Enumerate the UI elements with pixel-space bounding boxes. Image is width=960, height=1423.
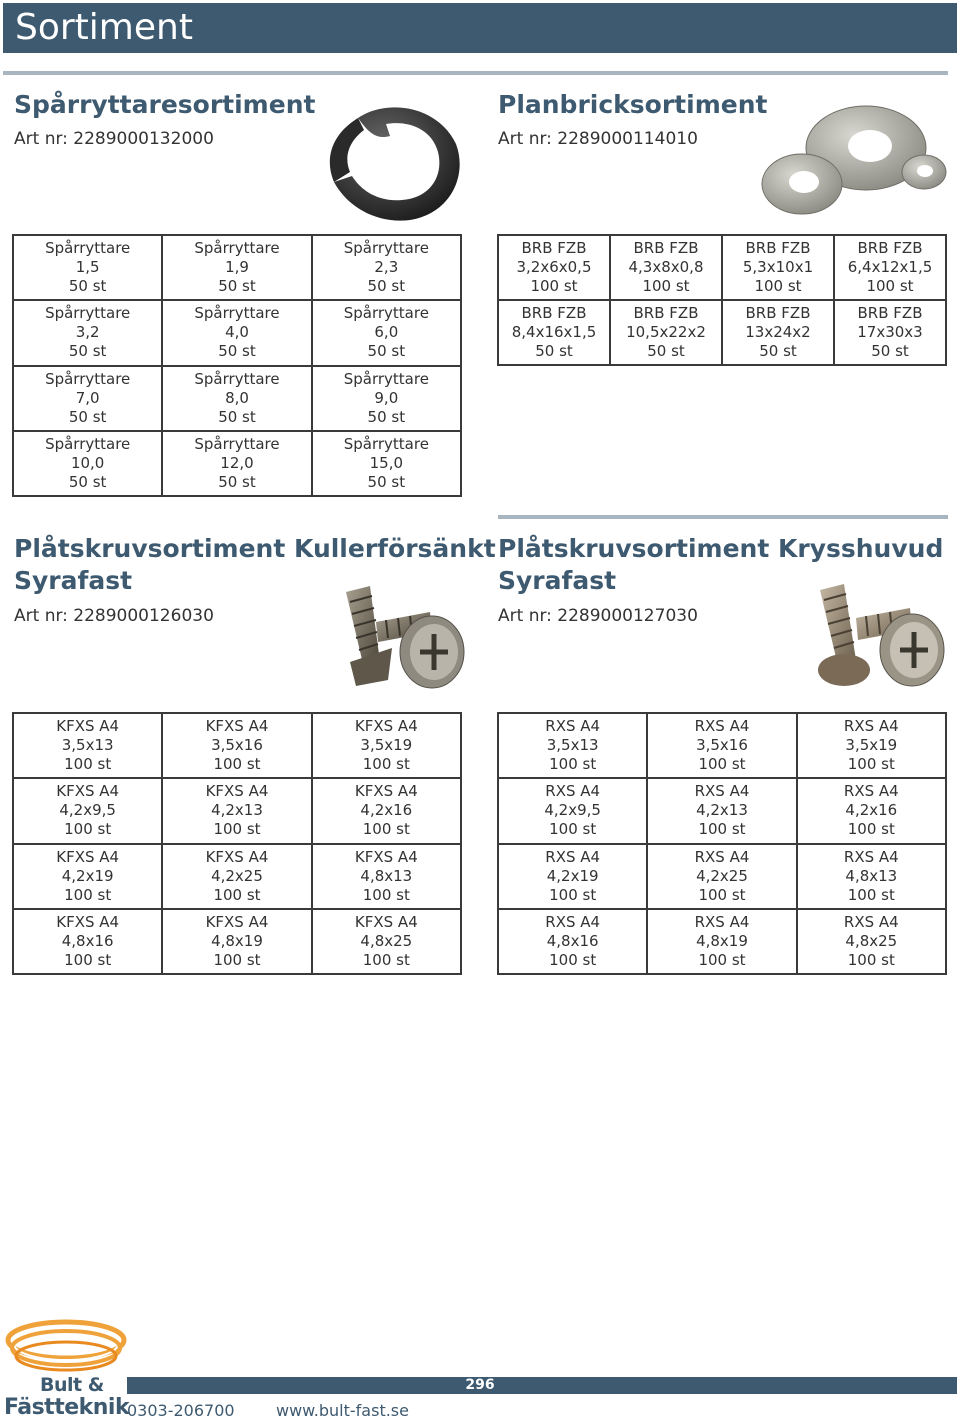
mid-rule bbox=[498, 515, 948, 519]
footer-bar bbox=[127, 1377, 957, 1394]
cell-dimension: 4,2x25 bbox=[696, 866, 748, 885]
cell-quantity: 100 st bbox=[698, 885, 746, 904]
table-cell bbox=[13, 235, 162, 300]
cell-product-name: KFXS A4 bbox=[56, 912, 120, 931]
table-cell bbox=[834, 235, 946, 300]
cell-dimension: 9,0 bbox=[374, 388, 399, 407]
table-row bbox=[13, 844, 461, 909]
cell-quantity: 50 st bbox=[367, 407, 406, 426]
cell-product-name: BRB FZB bbox=[745, 304, 811, 322]
cell-product-name: RXS A4 bbox=[843, 717, 899, 736]
cell-quantity: 100 st bbox=[642, 277, 690, 295]
table-cell bbox=[797, 778, 946, 843]
cell-dimension: 4,8x19 bbox=[696, 931, 748, 950]
cell-dimension: 4,8x25 bbox=[360, 931, 413, 950]
krysshuvud-title-line2: Syrafast bbox=[498, 566, 617, 595]
cell-dimension: 3,5x16 bbox=[211, 736, 263, 755]
cell-product-name: Spårryttare bbox=[194, 434, 280, 453]
table-cell bbox=[312, 431, 461, 496]
sparryttare-title: Spårryttaresortiment bbox=[14, 90, 316, 119]
planbrick-title: Planbricksortiment bbox=[498, 90, 768, 119]
cell-quantity: 50 st bbox=[68, 342, 107, 361]
table-cell bbox=[312, 909, 461, 974]
table-cell bbox=[13, 366, 162, 431]
cell-product-name: Spårryttare bbox=[45, 239, 131, 258]
footer-phone: 0303-206700 bbox=[127, 1401, 235, 1420]
cell-quantity: 50 st bbox=[647, 342, 685, 360]
cell-dimension: 4,2x16 bbox=[845, 801, 898, 820]
page-title: Sortiment bbox=[15, 7, 193, 48]
cell-quantity: 100 st bbox=[698, 820, 746, 839]
cell-dimension: 4,8x25 bbox=[845, 931, 898, 950]
cell-product-name: Spårryttare bbox=[194, 239, 280, 258]
cell-quantity: 100 st bbox=[64, 950, 112, 969]
cell-quantity: 100 st bbox=[549, 820, 597, 839]
cell-dimension: 4,2x13 bbox=[696, 801, 748, 820]
cell-dimension: 4,8x13 bbox=[360, 866, 413, 885]
cell-dimension: 13x24x2 bbox=[745, 323, 811, 341]
cell-product-name: KFXS A4 bbox=[205, 717, 269, 736]
cell-dimension: 4,2x19 bbox=[546, 866, 599, 885]
cell-dimension: 4,2x16 bbox=[360, 801, 413, 820]
krysshuvud-table bbox=[497, 712, 947, 975]
table-cell bbox=[162, 366, 311, 431]
cell-product-name: KFXS A4 bbox=[56, 847, 120, 866]
cell-quantity: 100 st bbox=[64, 820, 112, 839]
cell-dimension: 4,3x8x0,8 bbox=[628, 258, 704, 276]
cell-dimension: 5,3x10x1 bbox=[742, 258, 814, 276]
cell-dimension: 3,5x19 bbox=[360, 736, 413, 755]
table-cell bbox=[13, 300, 162, 365]
countersunk-screws-image bbox=[310, 572, 468, 692]
cell-dimension: 3,5x13 bbox=[61, 736, 114, 755]
cell-product-name: Spårryttare bbox=[343, 369, 429, 388]
table-cell bbox=[13, 778, 162, 843]
cell-quantity: 50 st bbox=[367, 472, 406, 491]
cell-product-name: KFXS A4 bbox=[205, 782, 269, 801]
cell-product-name: BRB FZB bbox=[745, 239, 811, 257]
cell-quantity: 50 st bbox=[871, 342, 909, 360]
logo-text-line1: Bult & bbox=[40, 1374, 104, 1396]
cell-quantity: 50 st bbox=[535, 342, 573, 360]
planbrick-table bbox=[497, 234, 947, 366]
cell-dimension: 7,0 bbox=[75, 388, 100, 407]
sparryttare-art-nr: Art nr: 2289000132000 bbox=[14, 129, 214, 149]
cell-quantity: 100 st bbox=[213, 755, 261, 774]
table-cell bbox=[312, 300, 461, 365]
cell-quantity: 100 st bbox=[847, 755, 895, 774]
cell-quantity: 100 st bbox=[698, 755, 746, 774]
table-row bbox=[13, 235, 461, 300]
cell-product-name: RXS A4 bbox=[694, 912, 750, 931]
cell-quantity: 100 st bbox=[64, 755, 112, 774]
cell-product-name: RXS A4 bbox=[843, 847, 899, 866]
table-cell bbox=[312, 235, 461, 300]
cell-product-name: Spårryttare bbox=[343, 304, 429, 323]
cell-quantity: 100 st bbox=[549, 950, 597, 969]
cell-dimension: 8,4x16x1,5 bbox=[511, 323, 597, 341]
table-cell bbox=[162, 713, 311, 778]
page-number: 296 bbox=[465, 1377, 495, 1393]
cell-product-name: Spårryttare bbox=[343, 239, 429, 258]
cell-quantity: 100 st bbox=[213, 885, 261, 904]
cell-quantity: 50 st bbox=[68, 407, 107, 426]
table-cell bbox=[312, 713, 461, 778]
table-cell bbox=[13, 713, 162, 778]
table-row bbox=[13, 300, 461, 365]
table-cell bbox=[834, 300, 946, 365]
cell-product-name: RXS A4 bbox=[545, 782, 601, 801]
cell-quantity: 100 st bbox=[549, 885, 597, 904]
krysshuvud-art-nr: Art nr: 2289000127030 bbox=[498, 606, 698, 626]
cell-dimension: 1,9 bbox=[225, 258, 249, 277]
cell-quantity: 100 st bbox=[362, 755, 410, 774]
cell-dimension: 3,5x19 bbox=[845, 736, 898, 755]
cell-quantity: 100 st bbox=[754, 277, 802, 295]
cell-dimension: 4,8x16 bbox=[61, 931, 114, 950]
cell-product-name: Spårryttare bbox=[45, 369, 131, 388]
company-logo-rings-icon bbox=[4, 1316, 128, 1378]
cell-quantity: 100 st bbox=[847, 885, 895, 904]
cell-product-name: BRB FZB bbox=[521, 304, 587, 322]
cell-product-name: KFXS A4 bbox=[354, 912, 418, 931]
cell-dimension: 3,2 bbox=[75, 323, 100, 342]
cell-dimension: 4,2x9,5 bbox=[59, 801, 116, 820]
table-cell bbox=[312, 366, 461, 431]
top-rule bbox=[3, 71, 948, 75]
cell-quantity: 100 st bbox=[847, 820, 895, 839]
table-cell bbox=[162, 235, 311, 300]
cell-product-name: BRB FZB bbox=[521, 239, 587, 257]
cell-quantity: 50 st bbox=[218, 277, 256, 296]
cell-product-name: KFXS A4 bbox=[354, 782, 418, 801]
table-row bbox=[498, 235, 946, 300]
cell-dimension: 15,0 bbox=[369, 453, 404, 472]
table-cell bbox=[498, 300, 610, 365]
cell-dimension: 4,2x9,5 bbox=[544, 801, 601, 820]
table-cell bbox=[162, 300, 311, 365]
cell-product-name: RXS A4 bbox=[843, 782, 899, 801]
table-cell bbox=[647, 778, 796, 843]
cell-product-name: BRB FZB bbox=[633, 239, 699, 257]
table-cell bbox=[797, 909, 946, 974]
table-cell bbox=[797, 713, 946, 778]
cell-product-name: BRB FZB bbox=[857, 304, 923, 322]
table-cell bbox=[498, 713, 647, 778]
table-cell bbox=[162, 778, 311, 843]
krysshuvud-title-line1: Plåtskruvsortiment Krysshuvud bbox=[498, 534, 944, 563]
cell-product-name: RXS A4 bbox=[545, 717, 601, 736]
table-row bbox=[13, 431, 461, 496]
cell-dimension: 17x30x3 bbox=[857, 323, 923, 341]
cell-quantity: 100 st bbox=[847, 950, 895, 969]
cell-dimension: 1,5 bbox=[75, 258, 100, 277]
table-row bbox=[13, 778, 461, 843]
cell-product-name: KFXS A4 bbox=[205, 912, 269, 931]
cell-dimension: 3,5x16 bbox=[696, 736, 748, 755]
cell-quantity: 100 st bbox=[213, 950, 261, 969]
table-cell bbox=[312, 844, 461, 909]
cell-product-name: RXS A4 bbox=[694, 782, 750, 801]
table-cell bbox=[13, 844, 162, 909]
cell-quantity: 50 st bbox=[218, 342, 256, 361]
cell-product-name: KFXS A4 bbox=[56, 717, 120, 736]
footer-website-link[interactable]: www.bult-fast.se bbox=[276, 1401, 409, 1420]
cell-quantity: 100 st bbox=[213, 820, 261, 839]
cell-product-name: Spårryttare bbox=[343, 434, 429, 453]
cell-product-name: KFXS A4 bbox=[354, 717, 418, 736]
cell-dimension: 6,0 bbox=[374, 323, 399, 342]
cell-quantity: 100 st bbox=[362, 950, 410, 969]
cell-product-name: BRB FZB bbox=[857, 239, 923, 257]
cell-quantity: 50 st bbox=[367, 342, 406, 361]
cell-dimension: 4,2x13 bbox=[211, 801, 263, 820]
cell-dimension: 10,5x22x2 bbox=[626, 323, 706, 341]
table-row bbox=[498, 713, 946, 778]
table-row bbox=[498, 300, 946, 365]
header-bar bbox=[3, 3, 957, 53]
table-cell bbox=[498, 235, 610, 300]
table-cell bbox=[610, 300, 722, 365]
cell-product-name: RXS A4 bbox=[545, 912, 601, 931]
table-row bbox=[13, 366, 461, 431]
planbrick-art-nr: Art nr: 2289000114010 bbox=[498, 129, 698, 149]
table-cell bbox=[162, 844, 311, 909]
cell-quantity: 50 st bbox=[218, 407, 256, 426]
cell-quantity: 50 st bbox=[367, 277, 406, 296]
cell-product-name: Spårryttare bbox=[194, 304, 280, 323]
sparryttare-table bbox=[12, 234, 462, 497]
cell-dimension: 3,2x6x0,5 bbox=[516, 258, 592, 276]
cell-product-name: RXS A4 bbox=[545, 847, 601, 866]
cell-product-name: KFXS A4 bbox=[354, 847, 418, 866]
table-cell bbox=[162, 431, 311, 496]
cell-dimension: 4,0 bbox=[225, 323, 249, 342]
table-cell bbox=[647, 909, 796, 974]
table-cell bbox=[722, 235, 834, 300]
circlip-image bbox=[318, 96, 468, 224]
cell-product-name: RXS A4 bbox=[694, 717, 750, 736]
table-cell bbox=[13, 909, 162, 974]
cell-quantity: 100 st bbox=[362, 820, 410, 839]
kullerforsankt-title-line2: Syrafast bbox=[14, 566, 133, 595]
table-cell bbox=[13, 431, 162, 496]
cell-quantity: 100 st bbox=[64, 885, 112, 904]
cell-quantity: 100 st bbox=[362, 885, 410, 904]
table-cell bbox=[312, 778, 461, 843]
table-row bbox=[498, 844, 946, 909]
cell-dimension: 4,8x13 bbox=[845, 866, 898, 885]
cell-product-name: RXS A4 bbox=[843, 912, 899, 931]
table-cell bbox=[647, 844, 796, 909]
table-cell bbox=[797, 844, 946, 909]
pan-head-screws-image bbox=[786, 572, 948, 692]
table-cell bbox=[722, 300, 834, 365]
cell-quantity: 100 st bbox=[866, 277, 914, 295]
cell-product-name: RXS A4 bbox=[694, 847, 750, 866]
cell-dimension: 3,5x13 bbox=[546, 736, 599, 755]
kullerforsankt-title-line1: Plåtskruvsortiment Kullerförsänkt bbox=[14, 534, 496, 563]
cell-dimension: 12,0 bbox=[220, 453, 254, 472]
table-cell bbox=[498, 778, 647, 843]
cell-dimension: 4,8x19 bbox=[211, 931, 263, 950]
table-cell bbox=[162, 909, 311, 974]
cell-dimension: 2,3 bbox=[374, 258, 399, 277]
cell-quantity: 100 st bbox=[698, 950, 746, 969]
cell-product-name: Spårryttare bbox=[45, 304, 131, 323]
cell-dimension: 4,2x19 bbox=[61, 866, 114, 885]
cell-quantity: 50 st bbox=[759, 342, 797, 360]
cell-quantity: 50 st bbox=[68, 277, 107, 296]
table-cell bbox=[647, 713, 796, 778]
logo-text-line2: Fästteknik bbox=[4, 1395, 130, 1420]
washers-image bbox=[758, 100, 954, 224]
table-cell bbox=[610, 235, 722, 300]
cell-product-name: BRB FZB bbox=[633, 304, 699, 322]
table-row bbox=[498, 909, 946, 974]
cell-quantity: 100 st bbox=[549, 755, 597, 774]
cell-dimension: 6,4x12x1,5 bbox=[847, 258, 933, 276]
table-row bbox=[13, 909, 461, 974]
cell-quantity: 100 st bbox=[530, 277, 578, 295]
cell-dimension: 4,2x25 bbox=[211, 866, 263, 885]
cell-quantity: 50 st bbox=[218, 472, 256, 491]
cell-dimension: 8,0 bbox=[225, 388, 249, 407]
table-row bbox=[13, 713, 461, 778]
cell-dimension: 10,0 bbox=[70, 453, 105, 472]
table-row bbox=[498, 778, 946, 843]
cell-quantity: 50 st bbox=[68, 472, 107, 491]
cell-product-name: KFXS A4 bbox=[56, 782, 120, 801]
cell-dimension: 4,8x16 bbox=[546, 931, 599, 950]
table-cell bbox=[498, 844, 647, 909]
kullerforsankt-table bbox=[12, 712, 462, 975]
kullerforsankt-art-nr: Art nr: 2289000126030 bbox=[14, 606, 214, 626]
cell-product-name: Spårryttare bbox=[194, 369, 280, 388]
table-cell bbox=[498, 909, 647, 974]
cell-product-name: Spårryttare bbox=[45, 434, 131, 453]
cell-product-name: KFXS A4 bbox=[205, 847, 269, 866]
